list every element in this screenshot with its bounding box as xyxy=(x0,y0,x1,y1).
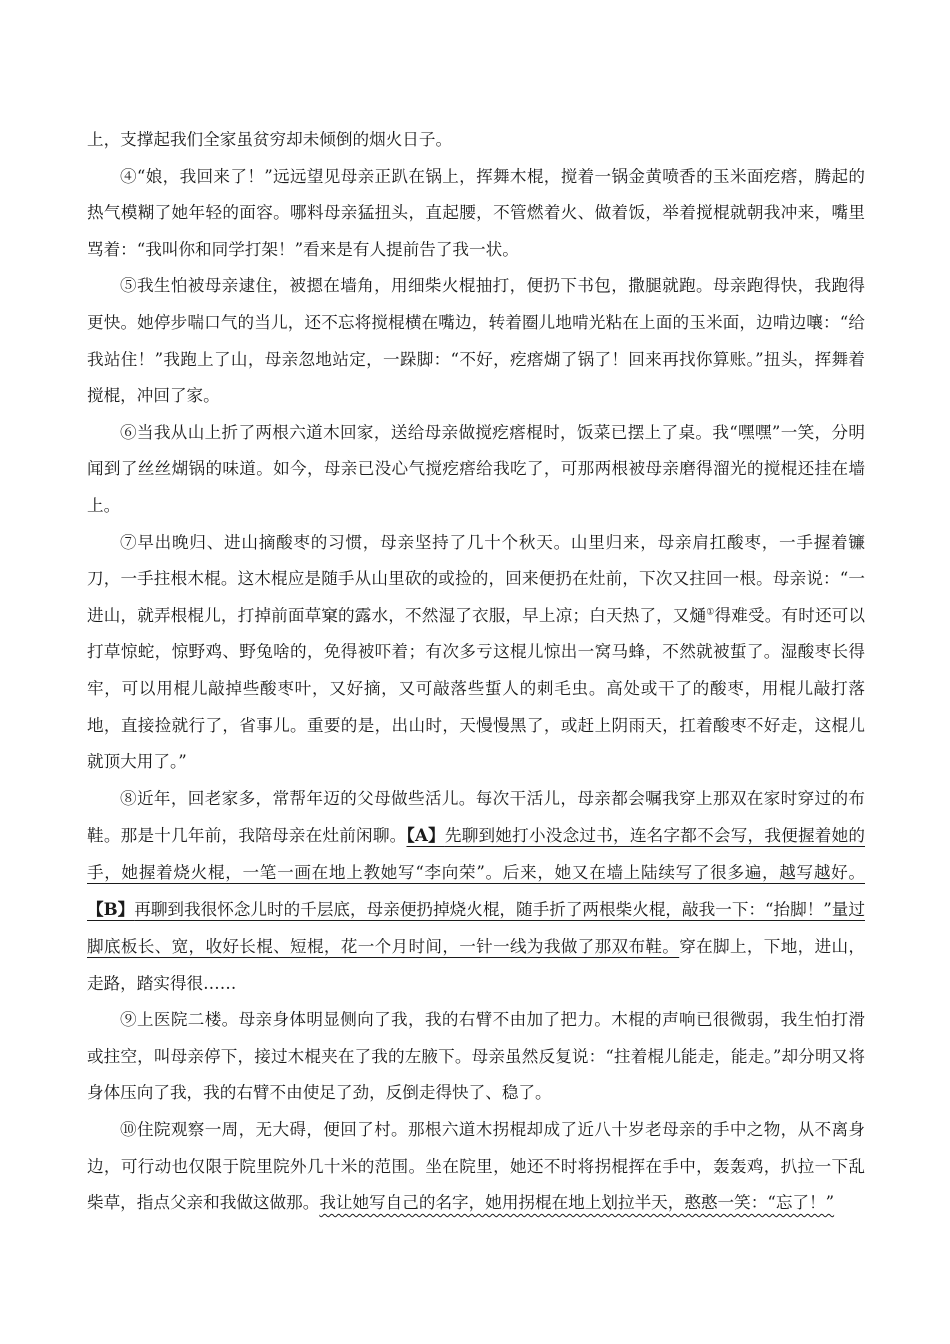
paragraph-5: ⑤我生怕被母亲逮住，被摁在墙角，用细柴火棍抽打，便扔下书包，撒腿就跑。母亲跑得快，我跑得更快。她停步喘口气的当儿，还不忘将搅棍横在嘴边，转着圈儿地啃光粘在上面的玉米面，边啃边嚷：“给我站住！”我跑上了山，母亲忽地站定，一跺脚：“不好，疙瘩煳了锅了！回来再找你算账。”扭头，挥舞着搅棍，冲回了家。 xyxy=(87,276,865,406)
section-a-label: 【A】 xyxy=(406,825,445,846)
paragraph-10-wavy-underlined: 我让她写自己的名字，她用拐棍在地上划拉半天，憨憨一笑：“忘了！” xyxy=(319,1193,835,1213)
section-a-text: 先聊到她打小没念过书，连名字都不会写，我便握着她的手，她握着烧火棍，一笔一画在地上教她写“李向荣”。后来，她又在墙上陆续写了很多遍，越写越好。 xyxy=(87,826,866,882)
article-body xyxy=(87,122,865,1222)
paragraph-7-part-1: ⑦早出晚归、进山摘酸枣的习惯，母亲坚持了几十个秋天。山里归来，母亲肩扛酸枣，一手握着镰刀，一手拄根木棍。这木棍应是随手从山里砍的或捡的，回来便扔在灶前，下次又拄回一根。母亲说：“一进山，就弄根棍儿，打掉前面草窠的露水，不然湿了衣服，早上凉；白天热了，又熥 xyxy=(87,532,865,625)
paragraph-6: ⑥当我从山上折了两根六道木回家，送给母亲做搅疙瘩棍时，饭菜已摆上了桌。我“嘿嘿”一笑，分明闻到了丝丝煳锅的味道。如今，母亲已没心气搅疙瘩给我吃了，可那两根被母亲磨得溜光的搅棍还挂在墙上。 xyxy=(87,422,865,515)
paragraph-7-part-2: 得难受。有时还可以打草惊蛇，惊野鸡、野兔啥的，免得被吓着；有次多亏这棍儿惊出一窝马蜂，不然就被蜇了。湿酸枣长得牢，可以用棍儿敲掉些酸枣叶，又好摘，又可敲落些蜇人的刺毛虫。高处或干了的酸枣，用棍儿敲打落地，直接捡就行了，省事儿。重要的是，出山时，天慢慢黑了，或赶上阴雨天，扛着酸枣不好走，这棍儿就顶大用了。” xyxy=(87,605,866,772)
footnote-marker: ① xyxy=(706,607,715,618)
paragraph-7 xyxy=(87,525,865,781)
paragraph-10-start: ⑩住院观察一周，无大碍，便回了村。那根六道木拐棍却成了近八十岁老母亲的手中之物，从不离身边，可行动也仅限于院里院外几十米的范围。坐在院里，她还不时将拐棍挥在手中，轰轰鸡，扒拉一下乱柴草，指点父亲和我做这做那。 xyxy=(87,1120,865,1213)
paragraph-10 xyxy=(87,1112,865,1222)
paragraph-4: ④“娘，我回来了！”远远望见母亲正趴在锅上，挥舞木棍，搅着一锅金黄喷香的玉米面疙瘩，腾起的热气模糊了她年轻的面容。哪料母亲猛扭头，直起腰，不管燃着火、做着饭，举着搅棍就朝我冲来，嘴里骂着：“我叫你和同学打架！”看来是有人提前告了我一状。 xyxy=(87,166,865,259)
paragraph-9: ⑨上医院二楼。母亲身体明显侧向了我，我的右臂不由加了把力。木棍的声响已很微弱，我生怕打滑或拄空，叫母亲停下，接过木棍夹在了我的左腋下。母亲虽然反复说：“拄着棍儿能走，能走。”却分明又将身体压向了我，我的右臂不由使足了劲，反倒走得快了、稳了。 xyxy=(87,1010,865,1103)
paragraph-3-tail: 上，支撑起我们全家虽贫穷却未倾倒的烟火日子。 xyxy=(87,130,453,149)
section-b-label: 【B】 xyxy=(87,899,135,920)
paragraph-8 xyxy=(87,781,865,1003)
paragraph-8-start: ⑧近年，回老家多，常帮年迈的父母做些活儿。每次干活儿，母亲都会嘱我穿上那双在家时穿过的布鞋。那是十几年前，我陪母亲在灶前闲聊。 xyxy=(87,788,865,846)
section-b-text: 再聊到我很怀念儿时的千层底，母亲便扔掉烧火棍，随手折了两根柴火棍，敲我一下：“抬脚！”量过脚底板长、宽，收好长棍、短棍，花一个月时间，一针一线为我做了那双布鞋。 xyxy=(87,900,865,957)
paragraph-8-end: 穿在脚上，下地，进山，走路，踏实得很…… xyxy=(87,937,865,993)
